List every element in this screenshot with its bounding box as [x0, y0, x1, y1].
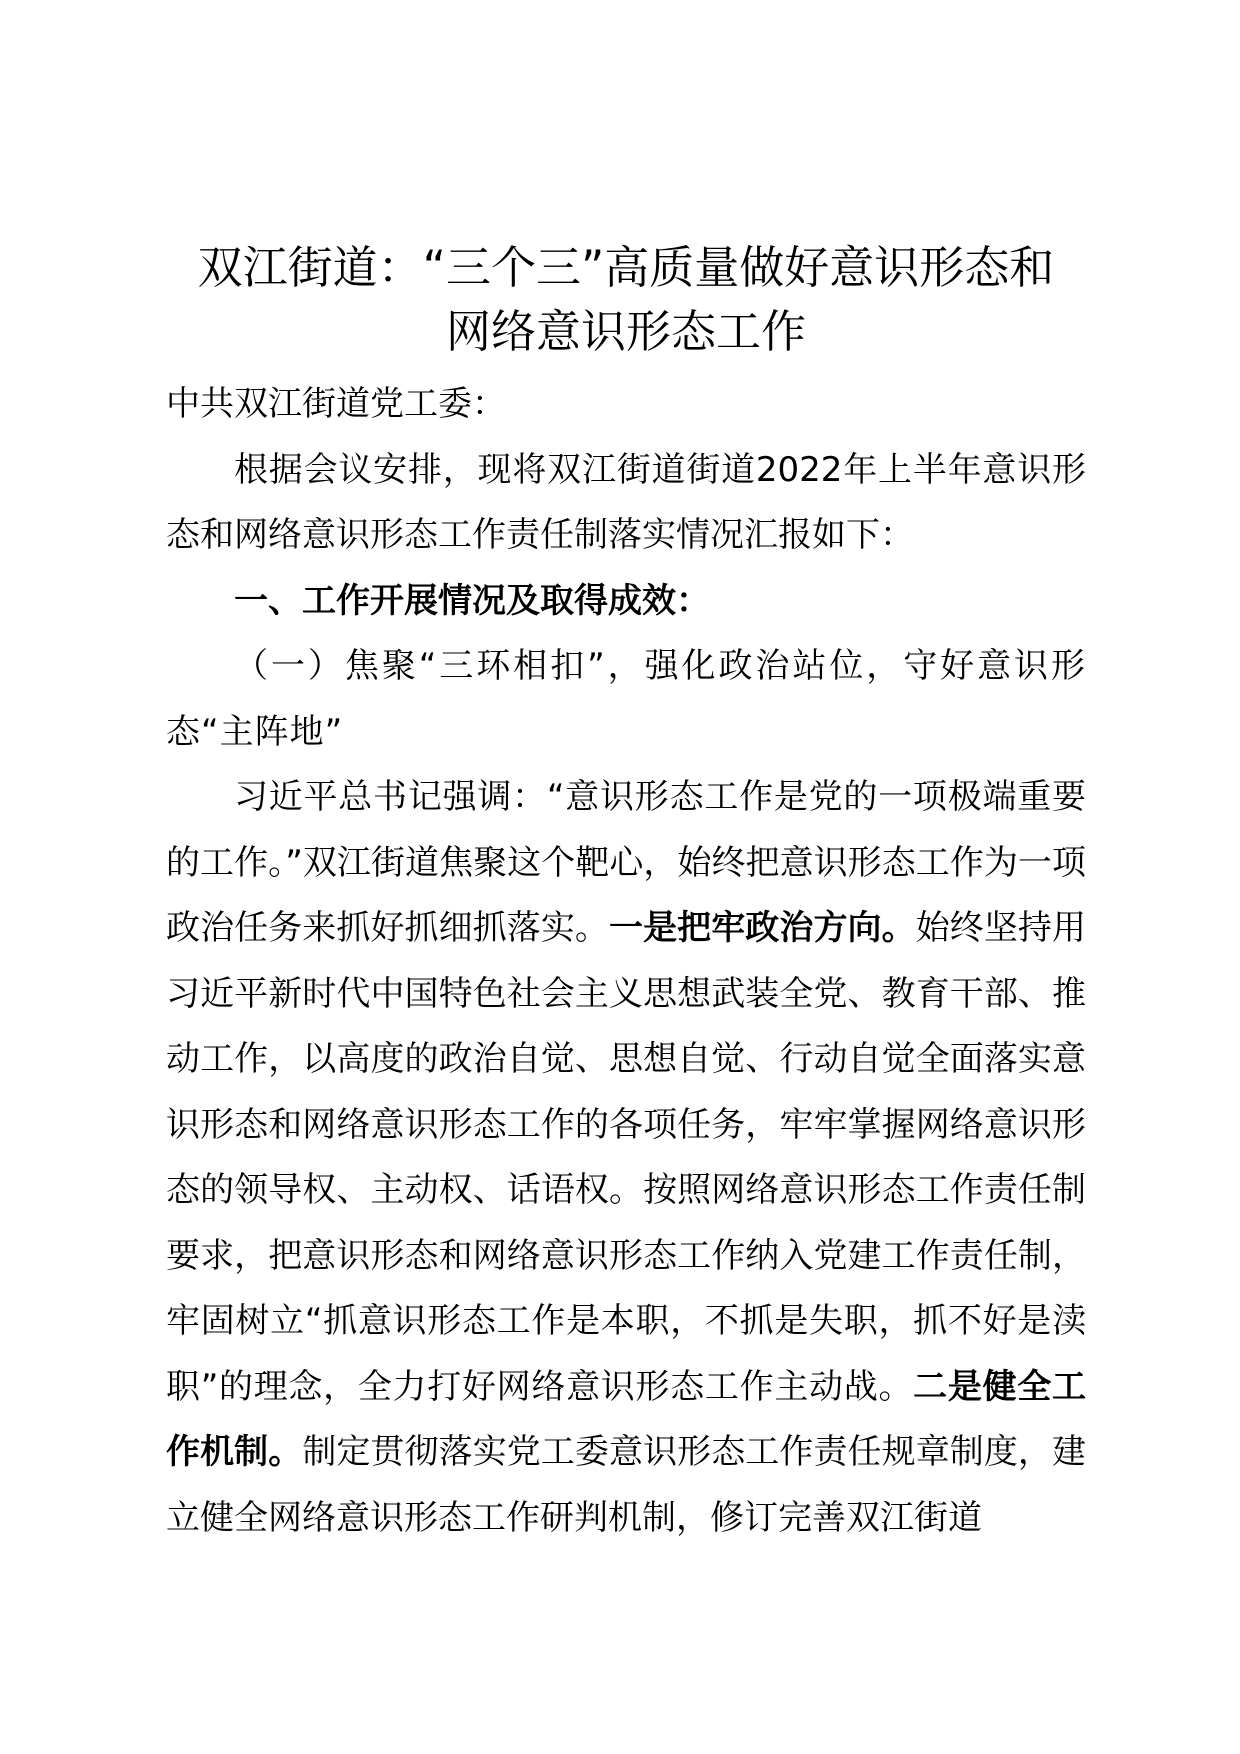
paragraph-text: 始终坚持用习近平新时代中国特色社会主义思想武装全党、教育干部、推动工作，以高度的政治自觉、思想自觉、行动自觉全面落实意识形态和网络意识形态工作的各项任务，牢牢掌握网络意识形态的领导权、主动权、话语权。按照网络意识形态工作责任制要求，把意识形态和网络意识形态工作纳入党建工作责任制，牢固树立“抓意识形态工作是本职，不抓是失职，抓不好是渎职”的理念，全力打好网络意识形态工作主动战。 — [166, 908, 1087, 1407]
bold-point-1: 一是把牢政治方向。 — [609, 908, 916, 948]
body-paragraph-1 — [166, 765, 1086, 1551]
paragraph-text: 习近平总书记强调：“意识形态工作是党的一项极端重要的工作。”双江街道焦聚这个靶心，始终把意识形态工作为一项政治任务来抓好抓细抓落实。 — [166, 777, 1086, 948]
addressee: 中共双江街道党工委： — [166, 384, 506, 424]
paragraph-text: 制定贯彻落实党工委意识形态工作责任规章制度，建立健全网络意识形态工作研判机制，修订完善双江街道 — [166, 1432, 1087, 1538]
title-line-1: 双江街道：“三个三”高质量做好意识形态和 — [197, 241, 1055, 294]
document-body — [166, 372, 1086, 1551]
subsection-heading-1: （一）焦聚“三环相扣”，强化政治站位，守好意识形态“主阵地” — [166, 646, 1086, 752]
section-heading-1: 一、工作开展情况及取得成效： — [234, 580, 710, 621]
intro-paragraph: 根据会议安排，现将双江街道街道2022年上半年意识形态和网络意识形态工作责任制落实情况汇报如下： — [166, 449, 1086, 555]
title-line-2: 网络意识形态工作 — [445, 305, 806, 358]
document-page — [166, 236, 1086, 1551]
document-title — [166, 236, 1086, 364]
bold-point-2: 二是健全工作机制。 — [166, 1366, 1086, 1472]
